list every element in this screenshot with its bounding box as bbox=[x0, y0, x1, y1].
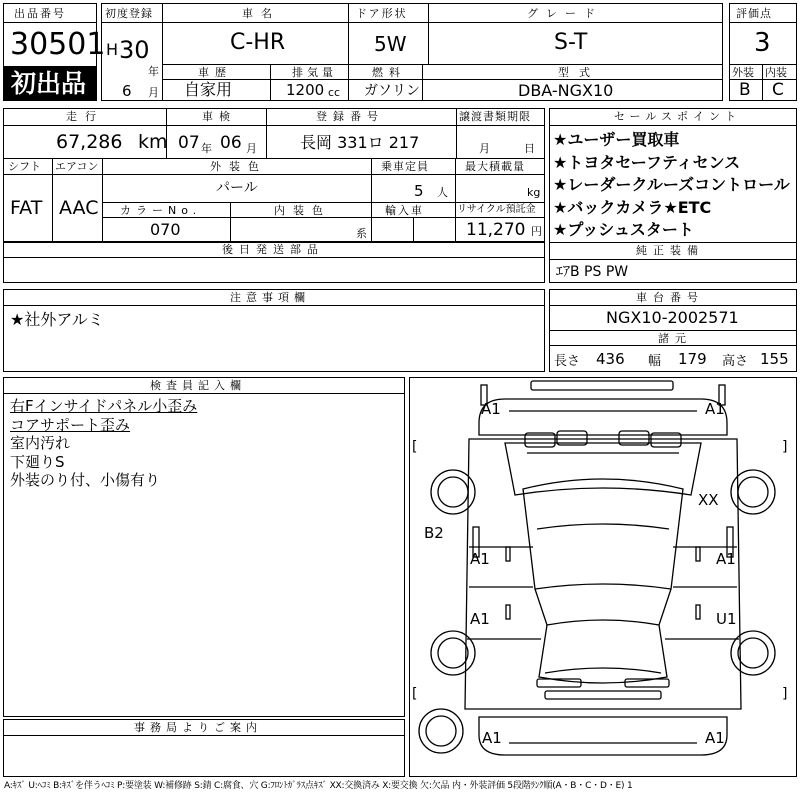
ac: AAC bbox=[59, 197, 99, 219]
inspector-line: 右Fインサイドパネル小歪み bbox=[10, 397, 198, 415]
year-unit: 年 bbox=[148, 65, 159, 78]
mileage-unit: km bbox=[138, 131, 168, 153]
inspector-lines bbox=[10, 397, 197, 490]
bracket-left-bottom: [ bbox=[412, 686, 418, 702]
width-value: 179 bbox=[678, 350, 707, 368]
ac-label: エアコン bbox=[55, 160, 99, 173]
grade-label: グレード bbox=[527, 7, 603, 20]
transfer-month-unit: 月 bbox=[479, 142, 490, 155]
legend: A:ｷｽﾞ U:ﾍｺﾐ B:ｷｽﾞを伴うﾍｺﾐ P:要塗装 W:補修跡 S:錆 C:腐食、穴 G:ﾌﾛﾝﾄｶﾞﾗｽ点ｷｽﾞ XX:交換済み X:要交換 欠:欠品 内・外装評価 5段階ﾗﾝｸ順(A・B・C・D・E) 1 bbox=[4, 781, 633, 791]
month: 6 bbox=[122, 82, 132, 100]
notes-box bbox=[3, 289, 545, 372]
interior-label: 内装 bbox=[765, 66, 787, 79]
model-code: DBA-NGX10 bbox=[518, 81, 614, 100]
inspector-line: 外装のり付、小傷有り bbox=[10, 471, 161, 489]
score-label: 評価点 bbox=[736, 7, 772, 20]
displacement-label: 排気量 bbox=[292, 66, 337, 79]
sales-points-box bbox=[549, 108, 797, 283]
grade: S-T bbox=[554, 30, 588, 55]
notes-label: 注意事項欄 bbox=[230, 291, 310, 304]
first-reg-label: 初度登録 bbox=[105, 7, 153, 20]
score: 3 bbox=[754, 28, 771, 58]
chassis-label: 車台番号 bbox=[636, 291, 704, 304]
dims-label: 諸元 bbox=[658, 332, 692, 345]
fuel: ガソリン bbox=[364, 83, 420, 99]
width-label: 幅 bbox=[648, 354, 662, 369]
int-color-label: 内装色 bbox=[274, 204, 331, 217]
sales-point-item: ★プッシュスタート bbox=[553, 220, 694, 239]
inspection-year: 07 bbox=[178, 133, 200, 153]
equipment-label: 純正装備 bbox=[636, 244, 704, 257]
length-label: 長さ bbox=[554, 354, 581, 369]
inspector-label: 検査員記入欄 bbox=[150, 379, 246, 392]
ext-color: パール bbox=[216, 180, 258, 196]
color-no: 070 bbox=[150, 220, 181, 239]
era: H bbox=[106, 40, 119, 59]
lot-number: 30501 bbox=[10, 27, 106, 62]
recycle-unit: 円 bbox=[531, 225, 542, 238]
exterior-grade: B bbox=[739, 80, 751, 100]
reg-no: 長岡 331ロ 217 bbox=[300, 133, 420, 152]
mark-left-rear-door: A1 bbox=[470, 610, 490, 628]
history-label: 車歴 bbox=[198, 66, 232, 79]
notes-value: ★社外アルミ bbox=[10, 310, 104, 329]
door-label: ドア形状 bbox=[356, 7, 408, 20]
bracket-right-top: ] bbox=[782, 439, 788, 455]
sales-points-list bbox=[553, 129, 790, 242]
later-parts-label: 後日発送部品 bbox=[222, 243, 324, 256]
capacity-label: 乗車定員 bbox=[381, 160, 429, 173]
mark-left-fender: B2 bbox=[424, 524, 444, 542]
lot-number-label: 出品番号 bbox=[14, 7, 66, 20]
height-label: 高さ bbox=[722, 354, 749, 369]
office-box bbox=[3, 719, 405, 777]
inspection-month: 06 bbox=[220, 133, 242, 153]
inspector-box bbox=[3, 377, 405, 717]
capacity: 5 bbox=[414, 182, 424, 200]
sales-points-label: セールスポイント bbox=[614, 110, 742, 123]
chassis-number: NGX10-2002571 bbox=[606, 308, 739, 327]
sales-point-item: ★バックカメラ★ETC bbox=[553, 197, 712, 217]
sales-point-item: ★レーダークルーズコントロール bbox=[553, 175, 790, 194]
height-value: 155 bbox=[760, 350, 789, 368]
fuel-label: 燃料 bbox=[372, 66, 406, 79]
shift: FAT bbox=[10, 197, 43, 219]
sales-point-item: ★トヨタセーフティセンス bbox=[553, 152, 741, 172]
mark-rear-left: A1 bbox=[482, 729, 502, 747]
ext-color-label: 外装色 bbox=[210, 160, 267, 173]
int-color-unit: 系 bbox=[356, 227, 367, 240]
recycle-amount: 11,270 bbox=[466, 220, 526, 240]
car-name: C-HR bbox=[230, 30, 286, 55]
bracket-right-bottom: ] bbox=[782, 686, 788, 702]
history: 自家用 bbox=[184, 80, 233, 99]
displacement: 1200 bbox=[286, 81, 325, 99]
shift-label: シフト bbox=[8, 160, 41, 173]
mark-left-front-door: A1 bbox=[470, 550, 490, 568]
mileage-label: 走行 bbox=[66, 110, 104, 123]
reg-no-label: 登録番号 bbox=[316, 110, 384, 123]
mark-front-right: A1 bbox=[705, 400, 725, 418]
bracket-left-top: [ bbox=[412, 439, 418, 455]
mark-right-front-door: A1 bbox=[716, 550, 736, 568]
equipment-value: ｴｱB PS PW bbox=[556, 264, 629, 280]
score-table bbox=[729, 3, 797, 101]
year: 30 bbox=[119, 36, 150, 64]
inspector-line: 室内汚れ bbox=[10, 434, 71, 452]
mark-xx: XX bbox=[698, 491, 719, 509]
transfer-day-unit: 日 bbox=[524, 142, 535, 155]
displacement-unit: cc bbox=[328, 86, 341, 99]
inspection-year-unit: 年 bbox=[201, 142, 212, 155]
model-code-label: 型式 bbox=[558, 66, 600, 79]
inspection-label: 車検 bbox=[202, 110, 236, 123]
length-value: 436 bbox=[596, 350, 625, 368]
recycle-label: リサイクル預託金 bbox=[457, 204, 536, 215]
inspector-line: コアサポート歪み bbox=[10, 415, 131, 434]
first-listing-badge bbox=[3, 66, 97, 101]
details-table bbox=[3, 108, 545, 243]
car-diagram bbox=[409, 377, 797, 777]
load-label: 最大積載量 bbox=[465, 160, 525, 173]
later-parts-table bbox=[3, 241, 545, 283]
door-type: 5W bbox=[374, 32, 407, 56]
capacity-unit: 人 bbox=[437, 186, 448, 199]
color-no-label: カラーNo. bbox=[120, 204, 202, 217]
transfer-label: 譲渡書類期限 bbox=[459, 110, 531, 123]
exterior-label: 外装 bbox=[732, 66, 754, 79]
mark-rear-right: A1 bbox=[705, 729, 725, 747]
interior-grade: C bbox=[772, 80, 784, 100]
office-label: 事務局よりご案内 bbox=[134, 721, 262, 734]
inspector-line: 下廻りS bbox=[10, 452, 65, 471]
load-unit: kg bbox=[527, 186, 541, 199]
car-name-label: 車名 bbox=[242, 7, 280, 20]
first-listing-text: 初出品 bbox=[11, 69, 87, 98]
sales-point-item: ★ユーザー買取車 bbox=[553, 130, 680, 149]
inspection-month-unit: 月 bbox=[246, 142, 257, 155]
mileage: 67,286 bbox=[56, 131, 123, 153]
mark-front-left: A1 bbox=[481, 400, 501, 418]
chassis-box bbox=[549, 289, 797, 372]
mark-right-rear-door: U1 bbox=[716, 610, 737, 628]
import-label: 輸入車 bbox=[385, 204, 424, 217]
header-table bbox=[101, 3, 723, 101]
month-unit: 月 bbox=[148, 86, 159, 99]
